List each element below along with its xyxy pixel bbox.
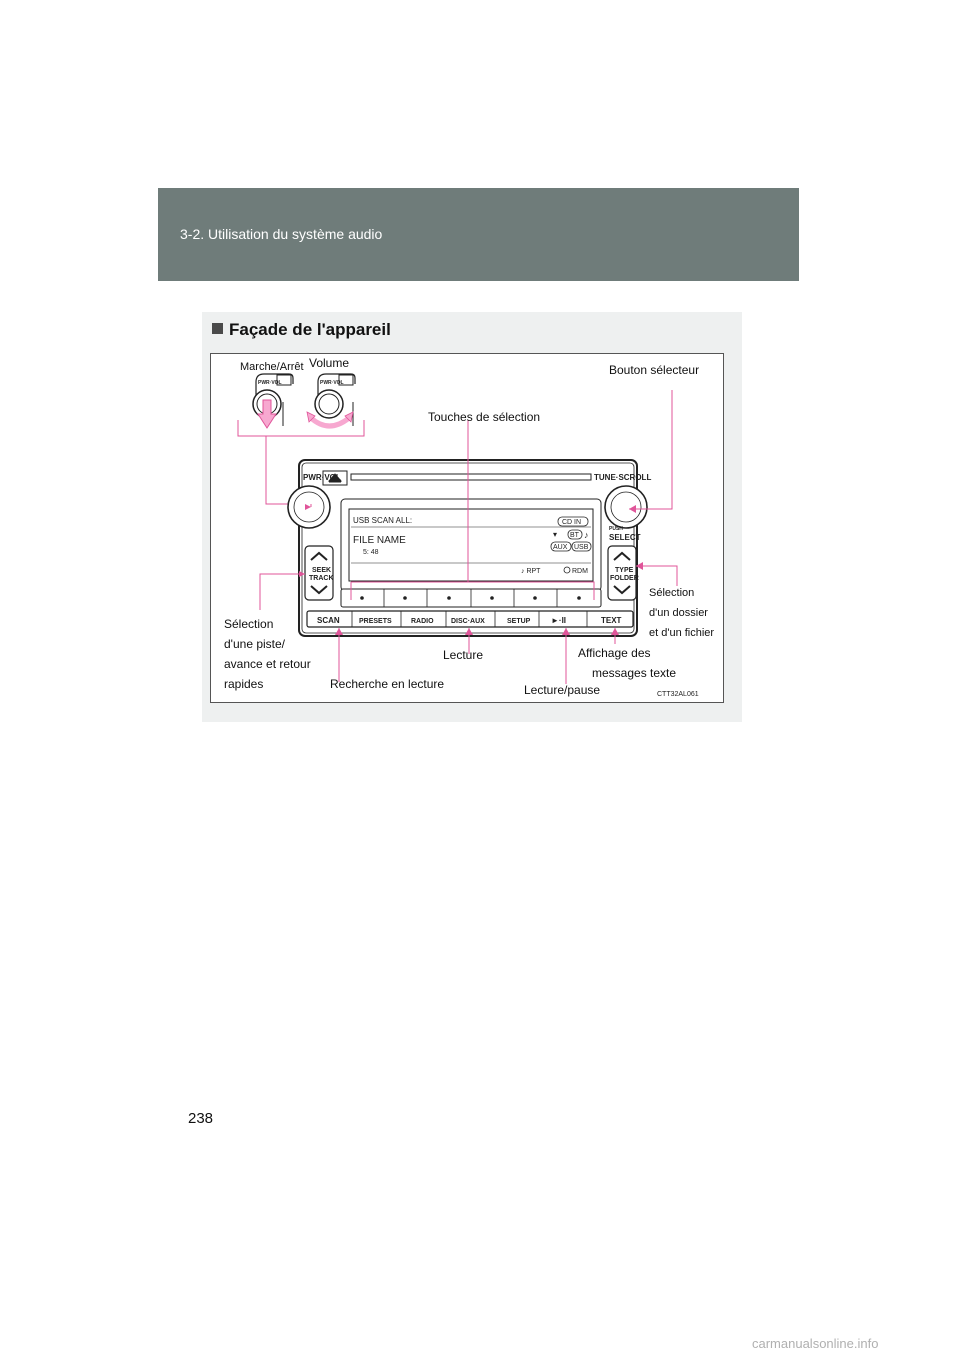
- display-file-name: FILE NAME: [353, 535, 406, 546]
- track-label: TRACK: [309, 575, 334, 582]
- label-power: Marche/Arrêt: [240, 361, 304, 373]
- label-text-2: messages texte: [592, 666, 677, 680]
- figure-code: CTT32AL061: [657, 691, 699, 698]
- play-pause-button[interactable]: ►·II: [551, 616, 567, 625]
- display-cd-in: CD IN: [562, 519, 582, 526]
- display-aux: AUX: [553, 544, 568, 551]
- preset-buttons[interactable]: [341, 589, 601, 607]
- inset-pwr-label: PWR·VOL: [258, 380, 282, 386]
- section-header-bar: [158, 188, 799, 281]
- label-play: Lecture: [443, 648, 484, 662]
- label-track-2: d'une piste/: [224, 637, 286, 651]
- inset-vol-label: PWR·VOL: [320, 380, 344, 386]
- disc-aux-button[interactable]: DISC·AUX: [451, 618, 485, 625]
- section-title: [212, 320, 391, 340]
- label-track-1: Sélection: [224, 617, 274, 631]
- signal-icon: ▾: [553, 530, 558, 539]
- setup-button[interactable]: SETUP: [507, 618, 531, 625]
- power-knob-inset: [253, 374, 293, 428]
- text-button[interactable]: TEXT: [601, 616, 622, 625]
- label-track-3: avance et retour: [224, 657, 311, 671]
- label-text-1: Affichage des: [578, 646, 651, 660]
- bullet-square-icon: [212, 323, 223, 334]
- section-header-text: 3-2. Utilisation du système audio: [180, 226, 383, 242]
- rotate-arrow-icon: [311, 418, 349, 426]
- label-scan-play: Recherche en lecture: [330, 677, 445, 691]
- section-title-text: Façade de l'appareil: [229, 320, 391, 339]
- watermark: carmanualsonline.info: [752, 1336, 879, 1351]
- presets-button[interactable]: PRESETS: [359, 618, 392, 625]
- music-note-icon: ♪: [584, 530, 589, 540]
- label-select-keys: Touches de sélection: [428, 410, 541, 424]
- display-usb: USB: [574, 544, 589, 551]
- push-label: PUSH: [609, 526, 623, 532]
- display-rdm: RDM: [572, 568, 588, 575]
- page-number: 238: [188, 1110, 214, 1127]
- label-selector-knob: Bouton sélecteur: [609, 363, 700, 377]
- display-line-1: USB SCAN ALL:: [353, 516, 413, 525]
- type-label: TYPE: [615, 567, 634, 574]
- label-play-pause: Lecture/pause: [524, 683, 601, 697]
- cd-slot: [351, 474, 591, 480]
- label-folder-1: Sélection: [649, 587, 695, 599]
- seek-label: SEEK: [312, 567, 332, 574]
- display-time: 5: 48: [363, 549, 379, 556]
- label-folder-3: et d'un fichier: [649, 627, 715, 639]
- audio-unit-diagram: [211, 354, 723, 702]
- folder-label: FOLDER: [610, 575, 639, 582]
- radio-button[interactable]: RADIO: [411, 618, 434, 625]
- label-track-4: rapides: [224, 677, 264, 691]
- display-rpt: ♪ RPT: [521, 568, 541, 575]
- label-volume: Volume: [309, 356, 350, 370]
- label-folder-2: d'un dossier: [649, 607, 708, 619]
- volume-knob-inset: [307, 374, 355, 426]
- pwr-vol-label: PWR·VOL: [303, 473, 341, 482]
- scan-button[interactable]: SCAN: [317, 616, 340, 625]
- audio-unit-figure: [210, 353, 724, 703]
- tune-scroll-label: TUNE·SCROLL: [594, 473, 652, 482]
- select-label: SELECT: [609, 533, 641, 542]
- display-bt: BT: [570, 532, 579, 539]
